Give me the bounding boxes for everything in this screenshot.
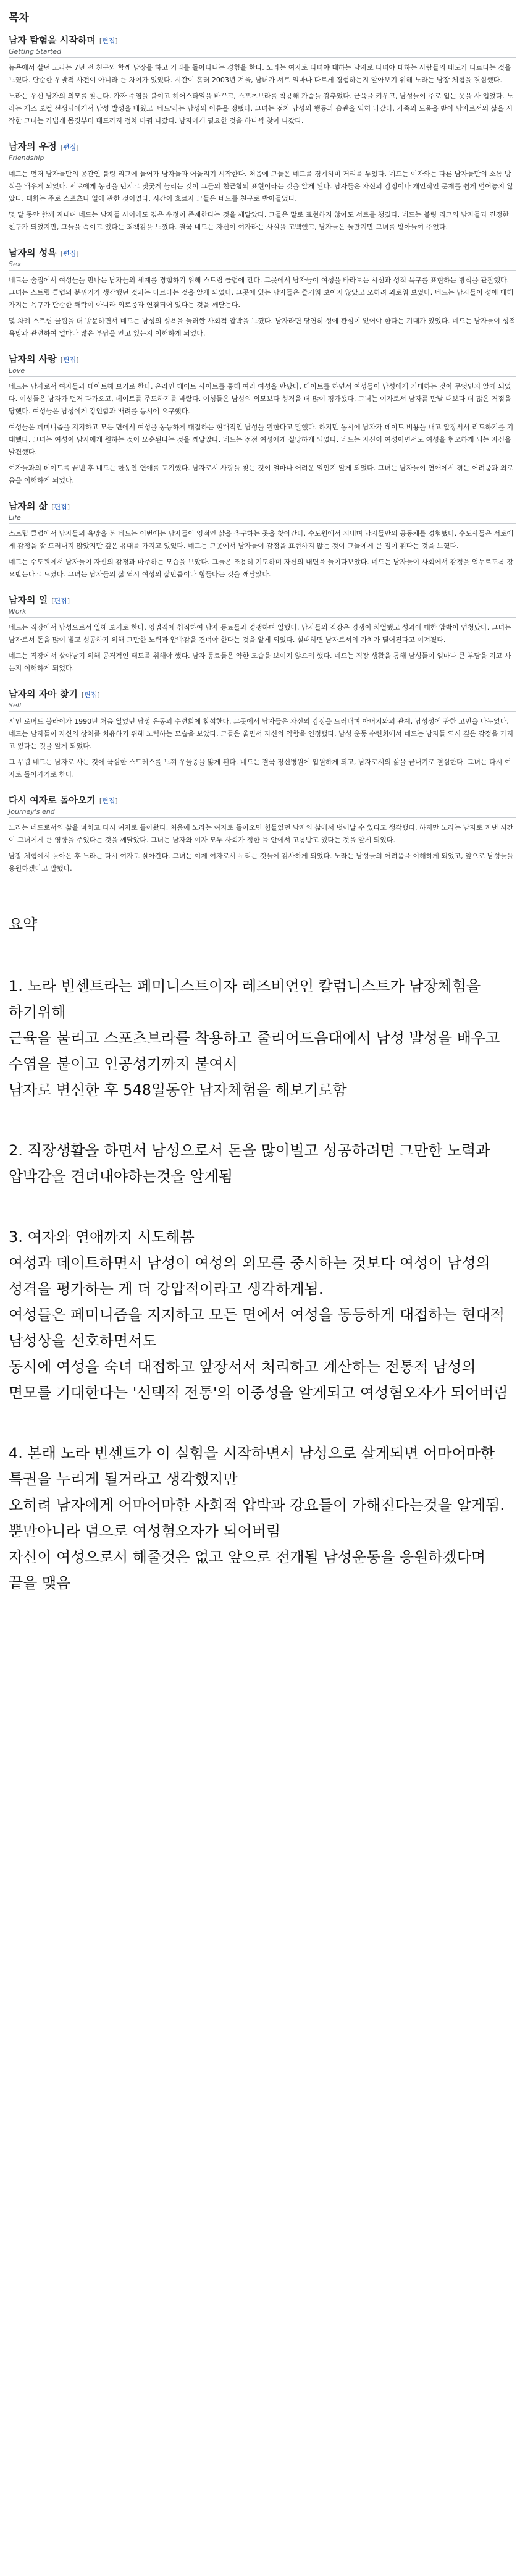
summary-line: 여성과 데이트하면서 남성이 여성의 외모를 중시하는 것보다 여성이 남성의 성격을 평가하는 게 더 강압적이라고 생각하게됨. — [9, 1254, 490, 1298]
section-paragraph: 남장 체험에서 돌아온 후 노라는 다시 여자로 살아간다. 그녀는 이제 여자로서 누리는 것들에 감사하게 되었다. 노라는 남성들의 어려움을 이해하게 되었고, 앞으로 남성들을 응원하겠다고 말했다. — [9, 852, 514, 872]
section-paragraph: 네드는 수도원에서 남자들이 자신의 감정과 마주하는 모습을 보았다. 그들은 조용히 기도하며 자신의 내면을 들여다보았다. 네드는 남자들이 사회에서 감정을 억누르도록 강요받는다고 느꼈다. 그녀는 남자들의 삶 역시 여성의 삶만큼이나 힘들다는 것을 깨달았다. — [9, 558, 514, 578]
edit-link[interactable]: [편집] — [51, 503, 70, 511]
section-subtitle: Self — [9, 701, 516, 712]
summary-line: 오히려 남자에게 어마어마한 사회적 압박과 강요들이 가해진다는것을 알게됨. 뿐만아니라 덤으로 여성혐오자가 되어버림 — [9, 1497, 505, 1540]
edit-link-label[interactable]: 편집 — [62, 356, 77, 364]
section-paragraph: 여성들은 페미니즘을 지지하고 모든 면에서 여성을 동등하게 대접하는 현대적인 남성을 원한다고 말했다. 하지만 동시에 남자가 데이트 비용을 내고 앞장서서 리드하기를 기대했다. 그녀는 여성이 남자에게 원하는 것이 모순된다는 것을 깨달았다. 네드는 점점 여성에게 실망하게 되었다. 네드는 자신이 여성이면서도 여성을 혐오하게 되는 자신을 발견했다. — [9, 423, 514, 456]
section-subtitle: Work — [9, 607, 516, 618]
section-heading — [9, 246, 516, 259]
edit-link[interactable]: [편집] — [99, 797, 118, 805]
edit-link[interactable]: [편집] — [60, 356, 79, 364]
summary-line: 3. 여자와 연애까지 시도해봄 — [9, 1228, 195, 1246]
wiki-article — [0, 0, 525, 875]
article-sections — [9, 33, 516, 875]
edit-link[interactable]: [편집] — [99, 37, 118, 45]
edit-link[interactable]: [편집] — [51, 597, 70, 605]
section-paragraph: 네드는 직장에서 살아남기 위해 공격적인 태도를 취해야 했다. 남자 동료들은 약한 모습을 보이지 않으려 했다. 네드는 직장 생활을 통해 남성들이 얼마나 큰 부담을 지고 사는지 이해하게 되었다. — [9, 652, 511, 672]
section-paragraph: 몇 달 동안 함께 지내며 네드는 남자들 사이에도 깊은 우정이 존재한다는 것을 깨달았다. 그들은 말로 표현하지 않아도 서로를 챙겼다. 네드는 볼링 리그의 남자들과 진정한 친구가 되었지만, 그들을 속이고 있다는 죄책감을 느꼈다. 결국 네드는 자신이 여자라는 사실을 고백했고, 남자들은 놀랐지만 그녀를 받아들여 주었다. — [9, 211, 509, 231]
section-subtitle: Journey's end — [9, 808, 516, 818]
summary-section — [0, 887, 525, 1643]
summary-line: 동시에 여성을 숙녀 대접하고 앞장서서 처리하고 계산하는 전통적 남성의 면모를 기대한다는 '선택적 전통'의 이중성을 알게되고 여성혐오자가 되어버림 — [9, 1358, 508, 1401]
article-section — [9, 499, 516, 581]
section-heading-text: 다시 여자로 돌아오기 — [9, 795, 96, 806]
section-subtitle: Life — [9, 513, 516, 524]
summary-line: 남자로 변신한 후 548일동안 남자체험을 해보기로함 — [9, 1081, 347, 1099]
section-paragraph: 네드는 직장에서 남성으로서 일해 보기로 한다. 영업직에 취직하여 남자 동료들과 경쟁하며 일했다. 남자들의 직장은 경쟁이 치열했고 성과에 대한 압박이 엄청났다. 그녀는 남자로서 돈을 많이 벌고 성공하기 위해 그만한 노력과 압박감을 견뎌야 한다는 것을 알게 되었다. 실패하면 남자로서의 가치가 떨어진다고 여겨졌다. — [9, 623, 511, 644]
section-heading — [9, 593, 516, 606]
section-heading — [9, 499, 516, 512]
edit-link-label[interactable]: 편집 — [62, 143, 77, 151]
section-paragraph: 노라는 네드로서의 삶을 마치고 다시 여자로 돌아왔다. 처음에 노라는 여자로 돌아오면 힘들었던 남자의 삶에서 벗어날 수 있다고 생각했다. 하지만 노라는 남자로 지낸 시간이 그녀에게 큰 영향을 주었다는 것을 깨달았다. 그녀는 남자와 여자 모두 사회가 정한 틀 안에서 고통받고 있다는 것을 알게 되었다. — [9, 824, 514, 844]
summary-line: 4. 본래 노라 빈센트가 이 실험을 시작하면서 남성으로 살게되면 어마어마한 특권을 누리게 될거라고 생각했지만 — [9, 1445, 495, 1488]
article-section — [9, 140, 516, 234]
summary-item — [9, 1440, 516, 1596]
summary-line: 자신이 여성으로서 해줄것은 없고 앞으로 전개될 남성운동을 응원하겠다며 끝을 맺음 — [9, 1548, 486, 1592]
section-heading — [9, 352, 516, 365]
section-subtitle: Sex — [9, 260, 516, 271]
edit-link-label[interactable]: 편집 — [54, 597, 67, 605]
section-heading-text: 남자의 우정 — [9, 141, 57, 152]
edit-link-label[interactable]: 편집 — [54, 503, 67, 511]
section-paragraph: 네드는 술집에서 여성들을 만나는 남자들의 세계를 경험하기 위해 스트립 클럽에 간다. 그곳에서 남자들이 여성을 바라보는 시선과 성적 욕구를 표현하는 방식을 관찰했다. 그녀는 스트립 클럽의 분위기가 생각했던 것과는 다르다는 것을 알게 되었다. 그곳에 있는 남자들은 즐거워 보이지 않았고 오히려 외로워 보였다. 네드는 남자들이 성에 대해 가지는 욕구가 단순한 쾌락이 아니라 외로움과 연결되어 있다는 것을 깨닫는다. — [9, 276, 514, 309]
summary-line: 여성들은 페미니즘을 지지하고 모든 면에서 여성을 동등하게 대접하는 현대적 남성상을 선호하면서도 — [9, 1306, 505, 1349]
section-subtitle: Getting Started — [9, 48, 516, 58]
edit-link[interactable]: [편집] — [81, 691, 100, 699]
section-paragraph: 노라는 우선 남자의 외모를 찾는다. 가짜 수염을 붙이고 헤어스타일을 바꾸고, 스포츠브라를 착용해 가슴을 감추었다. 근육을 키우고, 남성들이 주로 입는 옷을 사 입었다. 노라는 재즈 보컬 선생님에게서 남성 발성을 배웠고 '네드'라는 남성의 이름을 정했다. 그녀는 점차 남성의 행동과 습관을 익혀 나갔다. 가족의 도움을 받아 남자로서의 삶을 시작한 그녀는 가볍게 몸짓부터 태도까지 점차 바꿔 나갔다. 남자에게 필요한 것을 하나씩 찾아 나갔다. — [9, 92, 513, 125]
section-paragraph: 여자들과의 데이트를 끝낸 후 네드는 한동안 연애를 포기했다. 남자로서 사랑을 찾는 것이 얼마나 어려운 일인지 알게 되었다. 그녀는 남자들이 연애에서 겪는 어려움과 외로움을 이해하게 되었다. — [9, 464, 514, 484]
edit-link[interactable]: [편집] — [60, 143, 79, 151]
edit-link-label[interactable]: 편집 — [102, 37, 116, 45]
edit-link[interactable]: [편집] — [60, 250, 79, 258]
section-paragraph: 스트립 클럽에서 남자들의 욕망을 본 네드는 이번에는 남자들이 영적인 삶을 추구하는 곳을 찾아간다. 수도원에서 지내며 남자들만의 공동체를 경험했다. 수도사들은 서로에게 감정을 잘 드러내지 않았지만 깊은 유대를 가지고 있었다. 네드는 그곳에서 남자들이 감정을 표현하지 않는 것이 그들에게 큰 짐이 된다는 것을 느꼈다. — [9, 530, 514, 550]
summary-items — [9, 973, 516, 1596]
edit-link-label[interactable]: 편집 — [62, 250, 77, 258]
section-heading — [9, 140, 516, 153]
section-heading-text: 남자의 성욕 — [9, 247, 57, 258]
section-subtitle: Love — [9, 366, 516, 377]
section-heading — [9, 687, 516, 700]
section-heading-text: 남자의 사랑 — [9, 353, 57, 365]
article-section — [9, 246, 516, 340]
article-section — [9, 593, 516, 675]
section-heading — [9, 793, 516, 806]
section-heading-text: 남자의 삶 — [9, 500, 48, 512]
section-paragraph: 뉴욕에서 살던 노라는 7년 전 친구와 함께 남장을 하고 거리를 돌아다니는 경험을 한다. 노라는 여자로 다녀야 대하는 남자로 다녀야 대하는 사람들의 태도가 다르다는 것을 느꼈다. 단순한 우발적 사건이 아니라 큰 차이가 있었다. 시간이 흘러 2003년 겨울, 남녀가 서로 얼마나 다르게 경험하는지 알아보기 위해 노라는 남장 체험을 결심했다. — [9, 64, 511, 84]
article-section — [9, 793, 516, 875]
summary-item — [9, 1138, 516, 1189]
section-heading — [9, 33, 516, 46]
edit-link-label[interactable]: 편집 — [84, 691, 98, 699]
section-subtitle: Friendship — [9, 154, 516, 164]
section-heading-text: 남자 탐험을 시작하며 — [9, 35, 96, 46]
toc-title: 목차 — [9, 5, 516, 27]
section-paragraph: 그 무렵 네드는 남자로 사는 것에 극심한 스트레스를 느껴 우울증을 앓게 된다. 네드는 결국 정신병원에 입원하게 되고, 남자로서의 삶을 끝내기로 결심한다. 그녀는 다시 여자로 돌아가기로 한다. — [9, 758, 511, 779]
article-section — [9, 687, 516, 781]
section-paragraph: 몇 차례 스트립 클럽을 더 방문하면서 네드는 남성의 성욕을 둘러싼 사회적 압박을 느꼈다. 남자라면 당연히 성에 관심이 있어야 한다는 기대가 있었다. 네드는 남자들이 성적 욕망과 관련하여 얼마나 많은 부담을 안고 있는지 이해하게 되었다. — [9, 317, 516, 337]
section-heading-text: 남자의 자아 찾기 — [9, 688, 78, 699]
section-paragraph: 네드는 먼저 남자들만의 공간인 볼링 리그에 들어가 남자들과 어울리기 시작한다. 처음에 그들은 네드를 경계하며 거리를 두었다. 네드는 여자와는 다른 남자들만의 소통 방식을 배우게 되었다. 서로에게 농담을 던지고 짓궂게 놀리는 것이 그들의 친근함의 표현이라는 것을 알게 된다. 남자들은 자신의 감정이나 개인적인 문제를 쉽게 털어놓지 않았다. 대화는 주로 스포츠나 일에 관한 것이었다. 시간이 흐르자 그들은 네드를 친구로 받아들였다. — [9, 170, 514, 203]
summary-line: 2. 직장생활을 하면서 남성으로서 돈을 많이벌고 성공하려면 그만한 노력과 압박감을 견뎌내야하는것을 알게됨 — [9, 1142, 490, 1185]
summary-line: 1. 노라 빈센트라는 페미니스트이자 레즈비언인 칼럼니스트가 남장체험을 하기위해 — [9, 978, 481, 1021]
edit-link-label[interactable]: 편집 — [102, 797, 116, 805]
summary-title: 요약 — [9, 916, 38, 933]
section-paragraph: 네드는 남자로서 여자들과 데이트해 보기로 한다. 온라인 데이트 사이트를 통해 여러 여성을 만났다. 데이트를 하면서 여성들이 남성에게 기대하는 것이 무엇인지 알게 되었다. 여성들은 남자가 먼저 다가오고, 데이트를 주도하기를 바랐다. 여성들은 남성의 외모보다 성격을 더 많이 평가했다. 그녀는 여자로서 남자를 만날 때보다 더 많은 거절을 당했다. 여성들은 남성에게 강인함과 배려를 동시에 요구했다. — [9, 382, 511, 415]
section-paragraph: 시인 로버트 블라이가 1990년 처음 열었던 남성 운동의 수련회에 참석한다. 그곳에서 남자들은 자신의 감정을 드러내며 아버지와의 관계, 남성성에 관한 고민을 나누었다. 네드는 남자들이 자신의 상처를 치유하기 위해 노력하는 모습을 보았다. 그들은 울면서 자신의 약함을 인정했다. 남성 운동 수련회에서 네드는 남자들 역시 깊은 감정을 가지고 있다는 것을 알게 되었다. — [9, 717, 514, 750]
section-heading-text: 남자의 일 — [9, 594, 48, 606]
article-section — [9, 33, 516, 127]
article-section — [9, 352, 516, 487]
summary-line: 근육을 불리고 스포츠브라를 착용하고 줄리어드음대에서 남성 발성을 배우고 수염을 붙이고 인공성기까지 붙여서 — [9, 1029, 500, 1073]
summary-item — [9, 973, 516, 1103]
summary-item — [9, 1224, 516, 1406]
